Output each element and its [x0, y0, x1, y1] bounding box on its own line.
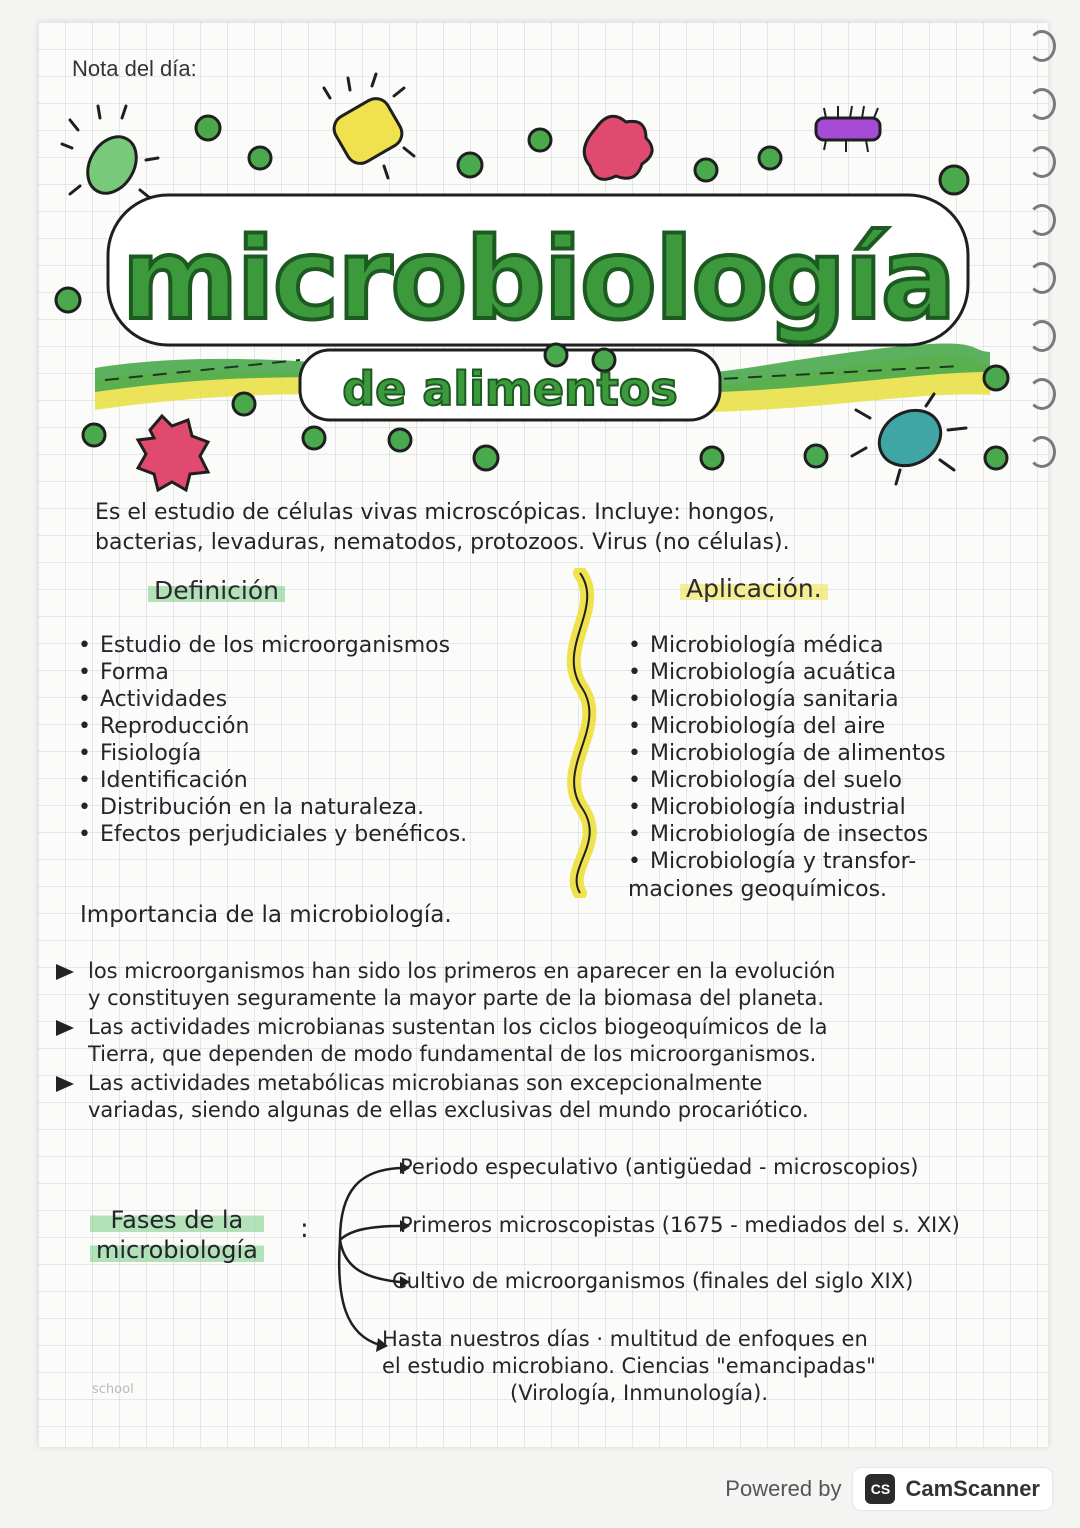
- phase-item: Periodo especulativo (antigüedad - microscopios): [400, 1155, 919, 1179]
- list-item: • Fisiología: [78, 740, 467, 767]
- list-item: [52, 958, 1027, 1012]
- list-item: • Efectos perjudiciales y benéficos.: [78, 821, 467, 848]
- page-title: microbiología: [121, 215, 955, 345]
- camscanner-badge: [853, 1468, 1052, 1510]
- list-item: • Microbiología sanitaria: [628, 686, 946, 713]
- list-item: • Microbiología del aire: [628, 713, 946, 740]
- phase-item: Cultivo de microorganismos (finales del siglo XIX): [392, 1269, 914, 1293]
- list-item: • Reproducción: [78, 713, 467, 740]
- phases-label-line: Fases de la: [90, 1205, 264, 1235]
- list-item: • Microbiología del suelo: [628, 767, 946, 794]
- importance-line: Las actividades metabólicas microbianas son excepcionalmente: [88, 1071, 763, 1095]
- intro-paragraph: [95, 498, 945, 558]
- importance-line: Tierra, que dependen de modo fundamental de los microorganismos.: [88, 1042, 817, 1066]
- definition-heading: Definición: [148, 576, 285, 605]
- importance-line: los microorganismos han sido los primeros en aparecer en la evolución: [88, 959, 836, 983]
- list-item: • Microbiología de insectos: [628, 821, 946, 848]
- importance-line: Las actividades microbianas sustentan los ciclos biogeoquímicos de la: [88, 1015, 828, 1039]
- importance-line: y constituyen seguramente la mayor parte de la biomasa del planeta.: [88, 986, 825, 1010]
- importance-list: [52, 958, 1027, 1126]
- camscanner-name: CamScanner: [905, 1476, 1040, 1501]
- importance-line: variadas, siendo algunas de ellas exclusivas del mundo procariótico.: [88, 1098, 809, 1122]
- list-item: [52, 1070, 1027, 1124]
- list-item: • Identificación: [78, 767, 467, 794]
- phases-label: [90, 1205, 264, 1265]
- list-item: • Microbiología industrial: [628, 794, 946, 821]
- camscanner-footer: [725, 1468, 1052, 1510]
- intro-line: Es el estudio de células vivas microscópicas. Incluye: hongos,: [95, 500, 775, 525]
- phase-item: Primeros microscopistas (1675 - mediados del s. XIX): [400, 1213, 960, 1237]
- title-lettering: [0, 0, 1080, 500]
- camscanner-logo-icon: CS: [865, 1474, 895, 1504]
- application-list: [628, 632, 946, 875]
- page-subtitle: de alimentos: [342, 362, 678, 416]
- list-item: • Microbiología de alimentos: [628, 740, 946, 767]
- list-item: • Microbiología acuática: [628, 659, 946, 686]
- phase-item: el estudio microbiano. Ciencias "emancipadas": [382, 1354, 876, 1378]
- list-item: [52, 1014, 1027, 1068]
- phase-item: Hasta nuestros días · multitud de enfoques en: [382, 1327, 868, 1351]
- list-item: • Estudio de los microorganismos: [78, 632, 467, 659]
- phases-colon: :: [300, 1214, 309, 1244]
- application-continuation: maciones geoquímicos.: [628, 877, 888, 902]
- list-item: • Microbiología y transfor-: [628, 848, 946, 875]
- powered-by-label: Powered by: [725, 1476, 842, 1501]
- phases-label-line: microbiología: [90, 1235, 264, 1265]
- list-item: • Actividades: [78, 686, 467, 713]
- application-heading: Aplicación.: [680, 574, 828, 603]
- phase-item: (Virología, Inmunología).: [510, 1381, 769, 1405]
- intro-line: bacterias, levaduras, nematodos, protozoos. Virus (no células).: [95, 530, 790, 555]
- note-of-the-day-label: Nota del día:: [72, 56, 197, 81]
- notebook-watermark: school: [92, 1382, 134, 1397]
- list-item: • Forma: [78, 659, 467, 686]
- list-item: • Microbiología médica: [628, 632, 946, 659]
- definition-list: [78, 632, 467, 848]
- wavy-divider: [560, 568, 620, 898]
- importance-heading: Importancia de la microbiología.: [80, 902, 452, 928]
- list-item: • Distribución en la naturaleza.: [78, 794, 467, 821]
